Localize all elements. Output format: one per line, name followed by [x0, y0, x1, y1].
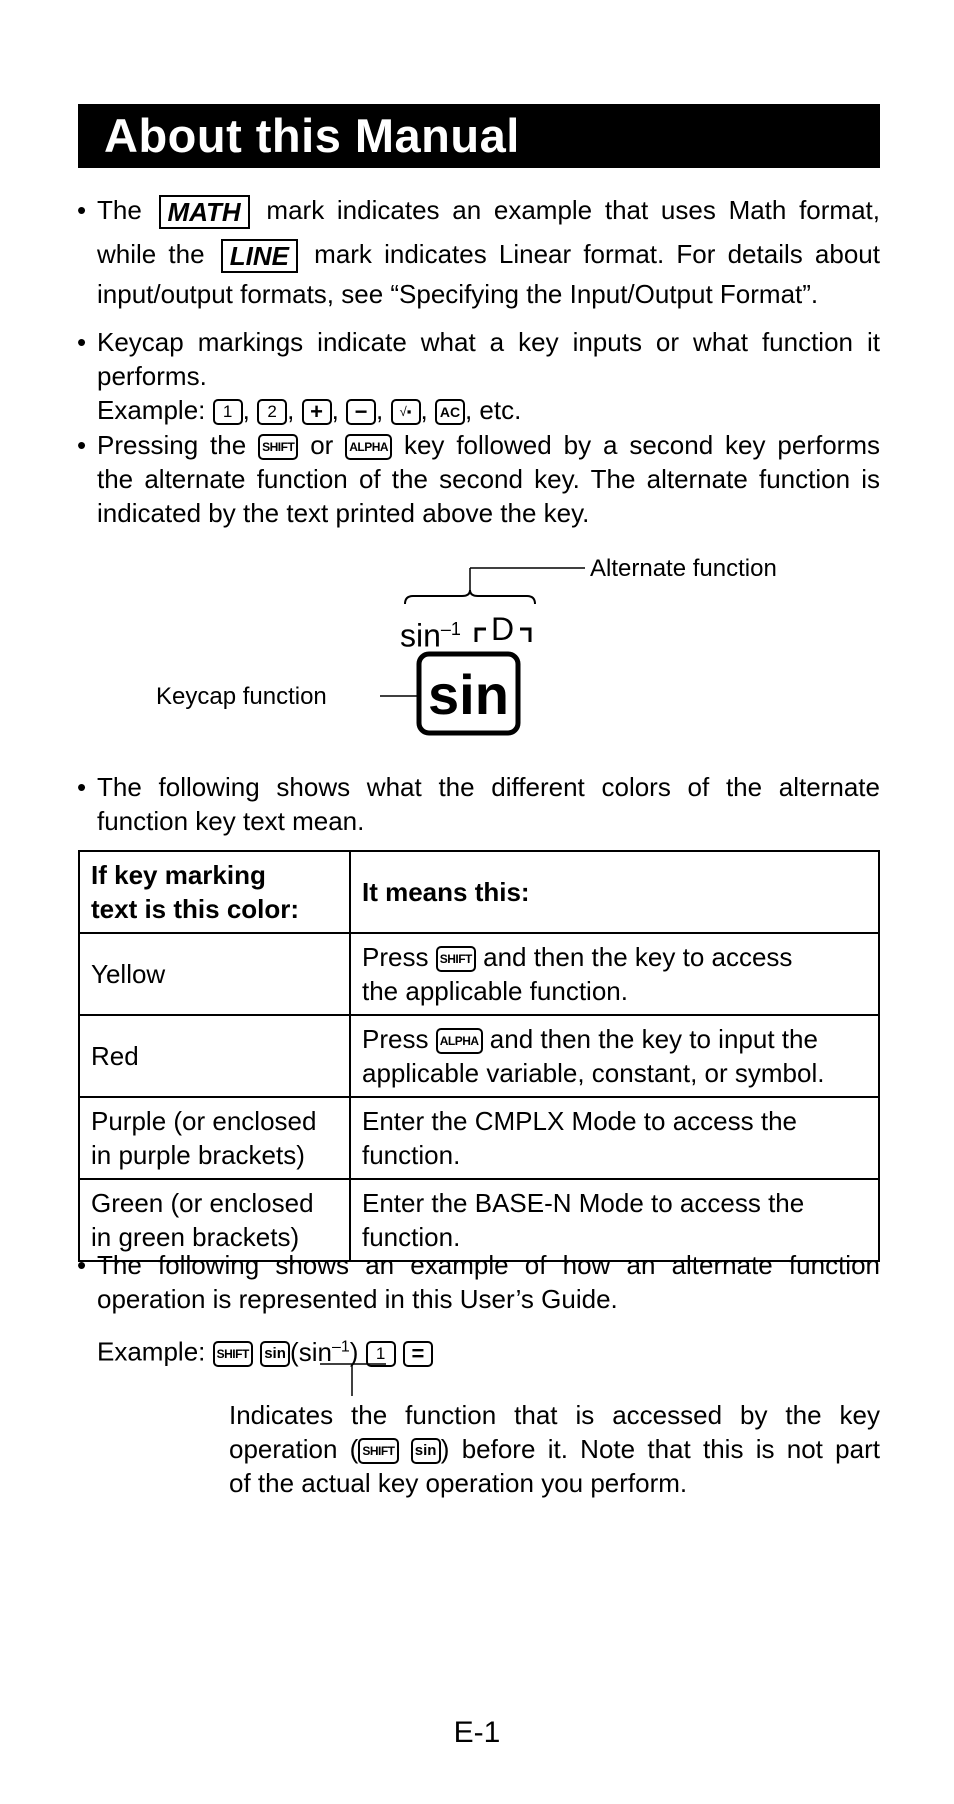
key-1: 1	[213, 399, 243, 425]
para5-example: Example: SHIFT $\sin (\sin^{-1}) 1$ =	[97, 1330, 433, 1369]
color-cell: Red	[79, 1015, 350, 1097]
ac-key: AC	[435, 399, 465, 425]
key-2: 2	[257, 399, 287, 425]
para2-line1: Keycap markings indicate what a key inputs or what function it	[97, 327, 880, 357]
table-row	[79, 933, 879, 1015]
shift-key: SHIFT	[358, 1438, 398, 1464]
note-line3: of the actual key operation you perform.	[229, 1468, 688, 1498]
note-line2: operation ( SHIFT sin ) before it. Note that this is not part	[229, 1434, 880, 1464]
math-mark: MATH	[159, 195, 250, 229]
table-header-color: If key marking text is this color:	[79, 851, 350, 933]
minus-key: −	[346, 399, 376, 425]
color-meaning-table	[78, 850, 880, 1262]
table-header-row	[79, 851, 879, 933]
page-title: About this Manual	[104, 109, 520, 162]
title-bar	[78, 104, 880, 168]
bullet: •	[77, 195, 87, 225]
para4-line2: function key text mean.	[97, 806, 365, 836]
alternate-function-label: Alternate function	[590, 555, 777, 582]
alternate-function-paren: $(\sin^{-1})$	[290, 1336, 359, 1367]
pointer-line	[318, 1362, 398, 1398]
meaning-cell: Press ALPHA and then the key to input the applicable variable, constant, or symbol.	[350, 1015, 879, 1097]
color-cell: Yellow	[79, 933, 350, 1015]
color-cell: Purple (or enclosed in purple brackets)	[79, 1097, 350, 1179]
meaning-cell: Enter the CMPLX Mode to access the function.	[350, 1097, 879, 1179]
para5-line1: The following shows an example of how an alternate function	[97, 1250, 880, 1280]
shift-key: SHIFT	[213, 1341, 253, 1367]
bullet: •	[77, 772, 87, 802]
table-row	[79, 1015, 879, 1097]
alpha-key: ALPHA	[436, 1028, 483, 1054]
plus-key: +	[302, 399, 332, 425]
alternate-function-text: $\sin^{-1}$	[400, 617, 461, 654]
para2-line2: performs.	[97, 361, 207, 391]
bullet: •	[77, 327, 87, 357]
table-header-meaning: It means this:	[350, 851, 879, 933]
page-number: E-1	[453, 1716, 501, 1749]
para5-line2: operation is represented in this User’s Guide.	[97, 1284, 618, 1314]
para1-line3: input/output formats, see “Specifying the Input/Output Format”.	[97, 279, 819, 309]
para3-line2: the alternate function of the second key. The alternate function is	[97, 464, 880, 494]
alpha-key: ALPHA	[345, 434, 392, 460]
meaning-cell: Enter the BASE-N Mode to access the function.	[350, 1179, 879, 1261]
bullet: •	[77, 430, 87, 460]
key-1: 1	[366, 1341, 396, 1367]
sin-keycap: sin	[428, 663, 509, 726]
alternate-bracket-text: D	[491, 611, 515, 647]
para3-line1: Pressing the SHIFT or ALPHA key followed by a second key performs	[97, 430, 880, 460]
color-cell: Green (or enclosed in green brackets)	[79, 1179, 350, 1261]
table-row	[79, 1097, 879, 1179]
para1-line1: The MATH mark indicates an example that uses Math format,	[97, 195, 880, 228]
para1-line2: while the LINE mark indicates Linear format. For details about	[97, 239, 880, 272]
bullet: •	[77, 1250, 87, 1280]
meaning-cell: Press SHIFT and then the key to access the applicable function.	[350, 933, 879, 1015]
shift-key: SHIFT	[436, 946, 476, 972]
para4-line1: The following shows what the different colors of the alternate	[97, 772, 880, 802]
para2-example: Example: 1 , 2 , + , − , √▪ , AC , etc.	[97, 395, 522, 425]
para3-line3: indicated by the text printed above the key.	[97, 498, 590, 528]
note-line1: Indicates the function that is accessed by the key	[229, 1400, 880, 1430]
line-mark: LINE	[221, 239, 298, 273]
sin-key: sin	[411, 1438, 441, 1464]
shift-key: SHIFT	[258, 434, 298, 460]
sin-key: sin	[260, 1341, 290, 1367]
keycap-function-label: Keycap function	[156, 683, 327, 710]
equals-key: =	[403, 1341, 433, 1367]
sqrt-key: √▪	[391, 399, 421, 425]
